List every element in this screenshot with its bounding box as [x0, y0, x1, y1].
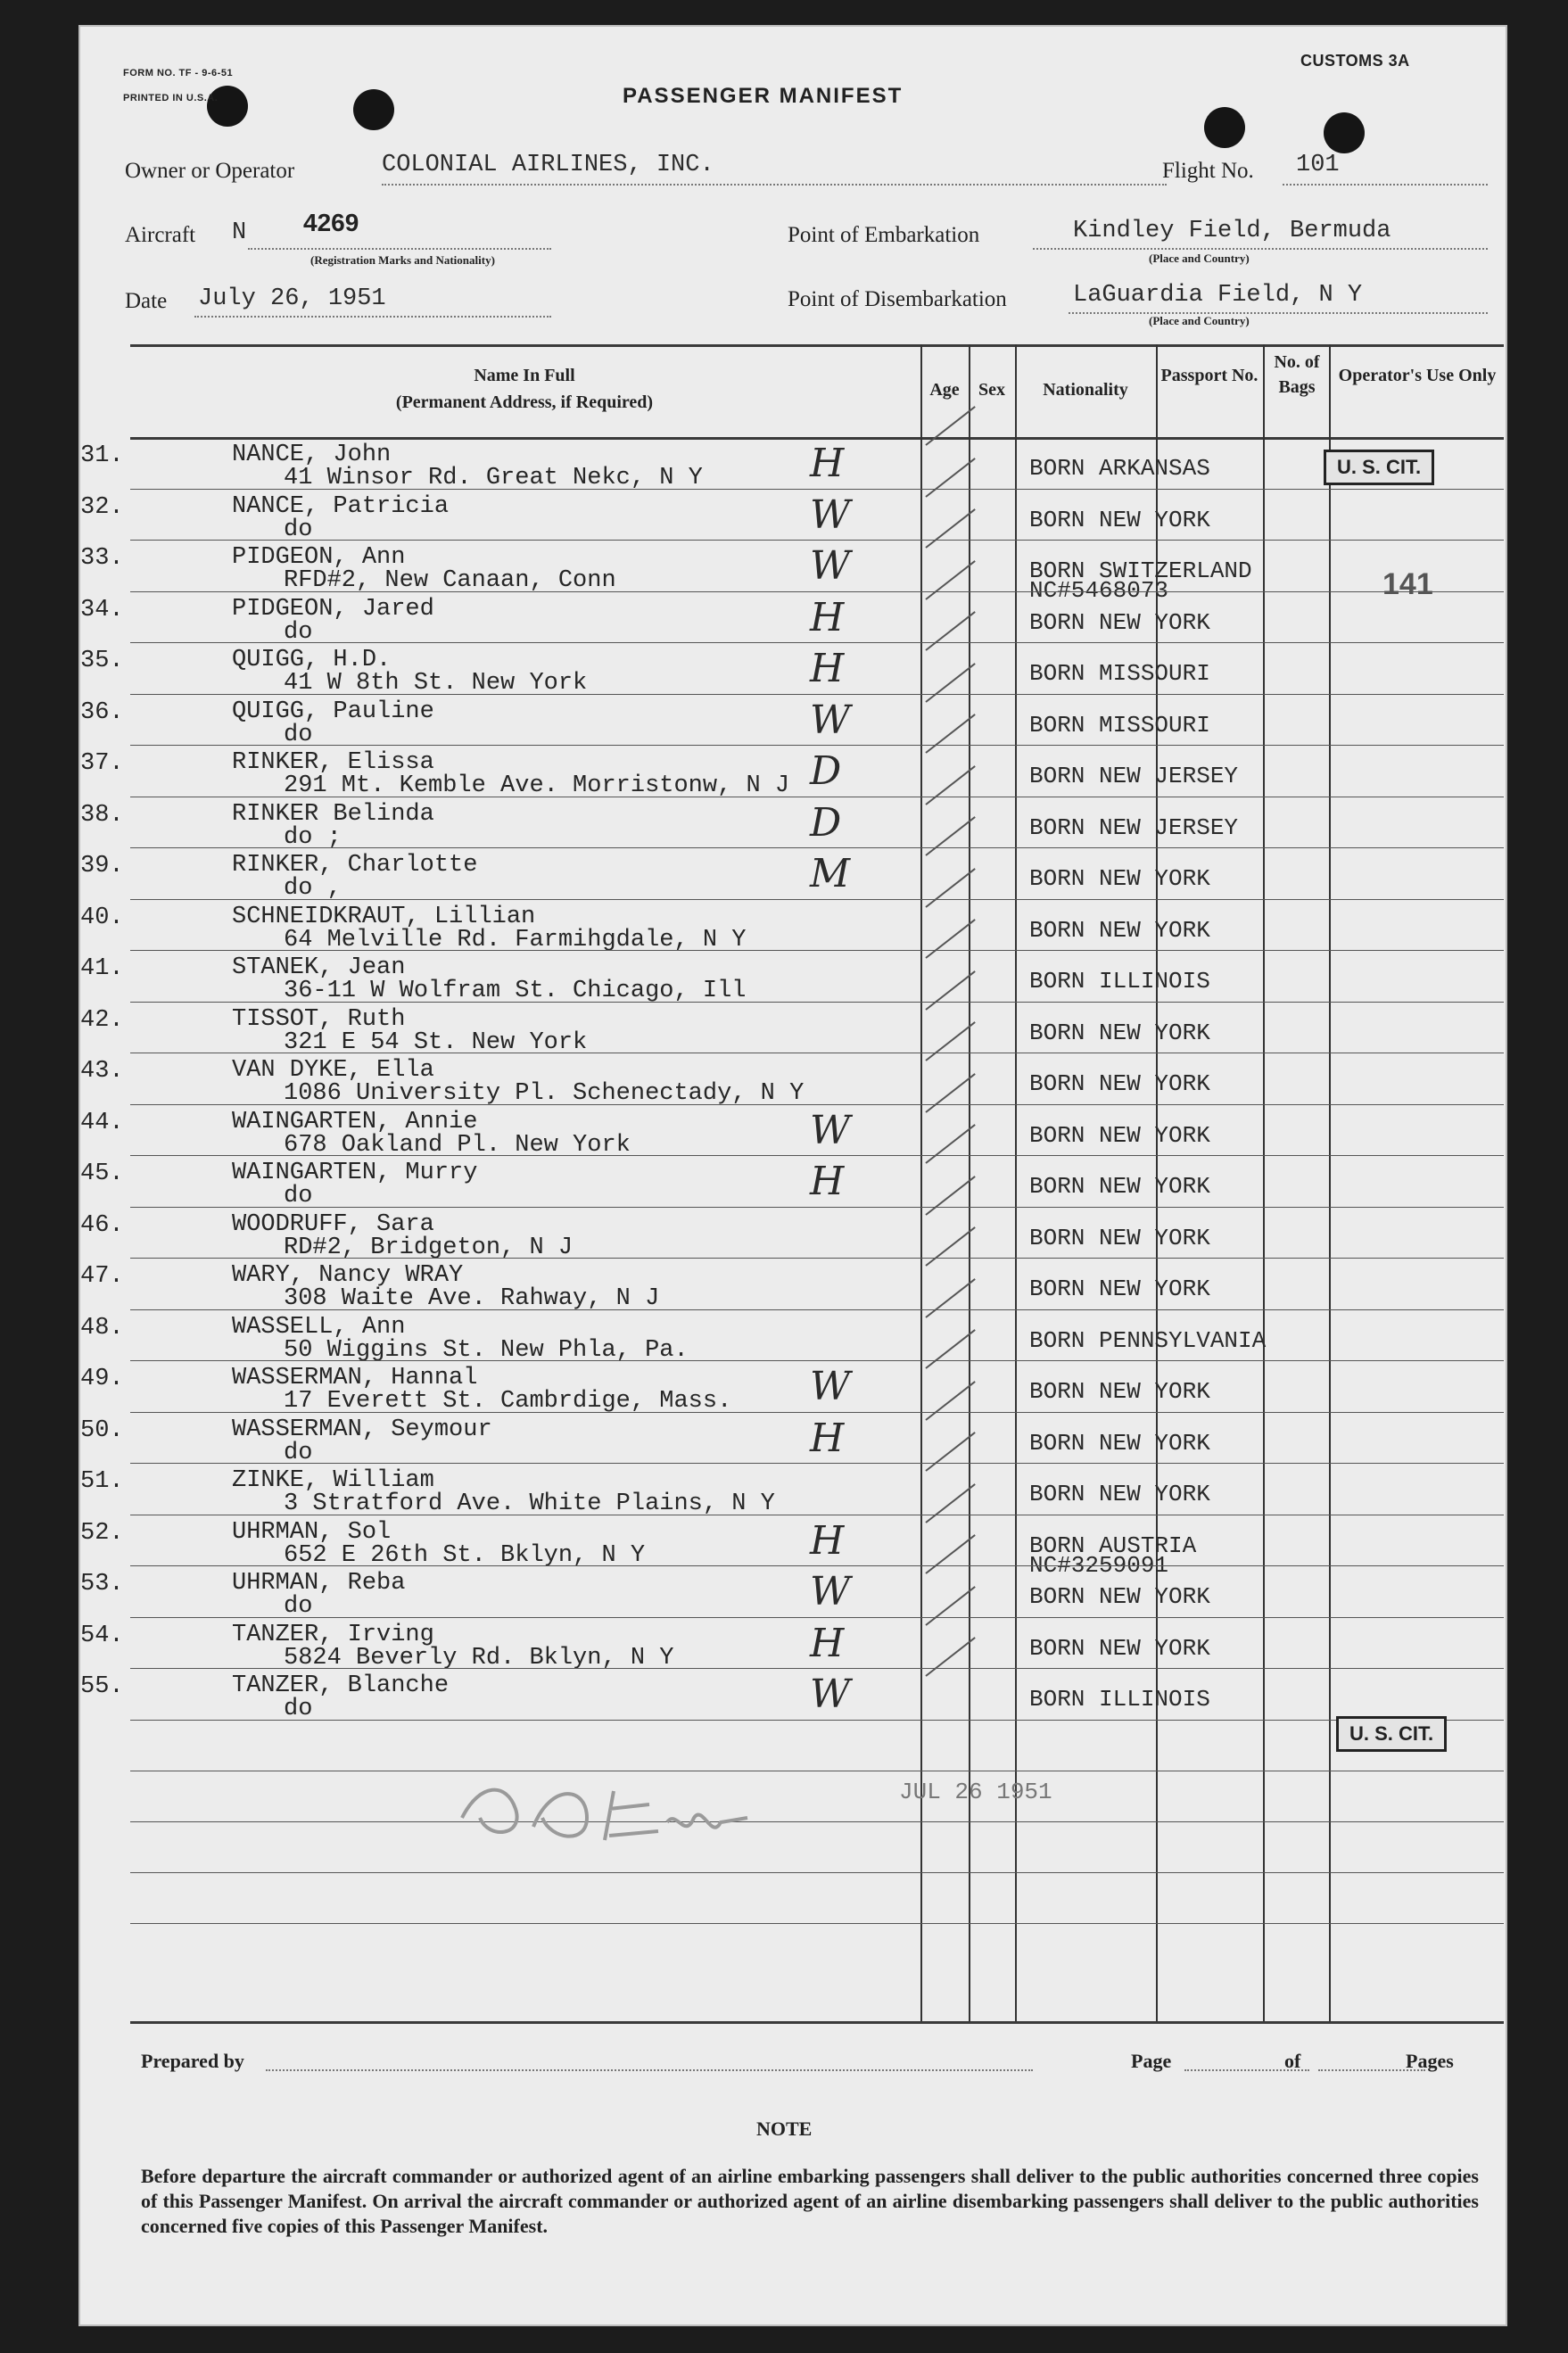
passenger-address: 17 Everett St. Cambrdige, Mass.	[284, 1388, 732, 1415]
passenger-name: WASSELL, Ann	[232, 1313, 406, 1341]
row-divider	[130, 540, 1504, 541]
row-number: 53.	[80, 1571, 124, 1598]
passenger-address: 3 Stratford Ave. White Plains, N Y	[284, 1490, 775, 1517]
embark-value: Kindley Field, Bermuda	[1073, 218, 1391, 244]
passenger-address: 678 Oakland Pl. New York	[284, 1131, 631, 1159]
sex-mark: W	[810, 697, 851, 743]
row-number: 40.	[80, 904, 124, 931]
passenger-nationality: BORN NEW YORK	[1029, 1634, 1210, 1662]
sex-mark: W	[810, 1569, 851, 1614]
row-number: 37.	[80, 750, 124, 777]
row-number: 46.	[80, 1211, 124, 1239]
row-divider	[130, 1155, 1504, 1156]
passenger-nationality: BORN NEW YORK	[1029, 506, 1210, 533]
row-number: 43.	[80, 1058, 124, 1085]
passenger-name: WAINGARTEN, Annie	[232, 1108, 478, 1135]
passenger-address: 1086 University Pl. Schenectady, N Y	[284, 1080, 805, 1107]
sex-mark: H	[810, 1517, 845, 1564]
passenger-nationality: BORN NEW YORK	[1029, 1070, 1210, 1097]
row-divider	[130, 1412, 1504, 1413]
row-divider	[130, 1668, 1504, 1669]
passenger-name: NANCE, Patricia	[232, 492, 450, 520]
embark-sub: (Place and Country)	[1149, 252, 1250, 265]
of-label: of	[1284, 2050, 1301, 2072]
passenger-address: 308 Waite Ave. Rahway, N J	[284, 1285, 660, 1312]
row-number: 45.	[80, 1160, 124, 1187]
embark-label: Point of Embarkation	[788, 223, 980, 247]
sex-mark: H	[810, 441, 845, 486]
passenger-name: SCHNEIDKRAUT, Lillian	[232, 903, 536, 930]
passenger-nationality: BORN NEW YORK	[1029, 1224, 1210, 1251]
row-number: 35.	[80, 648, 124, 674]
owner-label: Owner or Operator	[125, 159, 295, 183]
row-divider	[130, 1360, 1504, 1361]
pages-label: Pages	[1406, 2050, 1454, 2072]
passenger-name: RINKER, Elissa	[232, 749, 434, 776]
row-divider	[130, 1104, 1504, 1105]
passenger-address: 50 Wiggins St. New Phla, Pa.	[284, 1336, 689, 1364]
passenger-nationality: BORN NEW JERSEY	[1029, 813, 1239, 841]
passenger-nationality: BORN MISSOURI	[1029, 711, 1210, 739]
passenger-name: QUIGG, Pauline	[232, 698, 434, 725]
sex-mark: W	[810, 1672, 851, 1717]
row-number: 34.	[80, 596, 124, 623]
passenger-name: STANEK, Jean	[232, 954, 406, 981]
row-number: 39.	[80, 853, 124, 879]
passenger-name: PIDGEON, Jared	[232, 595, 434, 623]
passenger-address: RD#2, Bridgeton, N J	[284, 1234, 574, 1261]
passenger-address: do	[284, 1593, 313, 1620]
passenger-name: UHRMAN, Sol	[232, 1518, 392, 1546]
sex-mark: W	[810, 1364, 851, 1409]
us-citizen-stamp: U. S. CIT.	[1324, 450, 1434, 485]
row-divider	[130, 950, 1504, 951]
prepared-by-label: Prepared by	[141, 2050, 244, 2072]
passenger-name: WAINGARTEN, Murry	[232, 1160, 478, 1186]
row-number: 52.	[80, 1519, 124, 1547]
passenger-nationality: BORN NEW YORK	[1029, 1121, 1210, 1149]
col-age: Age	[929, 380, 960, 400]
passenger-address: 64 Melville Rd. Farmihgdale, N Y	[284, 926, 747, 954]
manifest-sheet	[78, 25, 1507, 2326]
date-value: July 26, 1951	[198, 285, 386, 312]
owner-value: COLONIAL AIRLINES, INC.	[382, 152, 714, 178]
passenger-nationality: BORN MISSOURI	[1029, 660, 1210, 687]
row-divider	[130, 1872, 1504, 1873]
passenger-nationality: BORN NEW YORK	[1029, 1429, 1210, 1457]
signature	[453, 1755, 756, 1854]
passenger-name: TISSOT, Ruth	[232, 1005, 406, 1033]
passenger-address: 41 W 8th St. New York	[284, 670, 588, 697]
passenger-address: 291 Mt. Kemble Ave. Morristonw, N J	[284, 772, 790, 799]
row-divider	[130, 1207, 1504, 1208]
passenger-address: do ,	[284, 875, 342, 902]
flight-value: 101	[1296, 152, 1340, 178]
aircraft-prefix: N	[232, 219, 247, 246]
passport-number: NC#3259091	[1029, 1551, 1169, 1579]
row-divider	[130, 1720, 1504, 1721]
date-label: Date	[125, 289, 168, 313]
passenger-nationality: BORN ILLINOIS	[1029, 968, 1210, 995]
row-divider	[130, 1565, 1504, 1566]
passenger-nationality: BORN NEW YORK	[1029, 1173, 1210, 1200]
row-divider	[130, 1309, 1504, 1310]
passenger-name: UHRMAN, Reba	[232, 1570, 406, 1597]
sex-mark: H	[810, 646, 845, 691]
passenger-nationality: BORN NEW YORK	[1029, 1378, 1210, 1405]
row-divider	[130, 745, 1504, 746]
row-number: 33.	[80, 545, 124, 572]
row-divider	[130, 591, 1504, 592]
passenger-name: WASSERMAN, Hannal	[232, 1365, 478, 1391]
passenger-nationality: BORN SWITZERLAND	[1029, 557, 1252, 584]
customs-form: CUSTOMS 3A	[1300, 52, 1410, 70]
row-divider	[130, 489, 1504, 490]
passenger-name: RINKER, Charlotte	[232, 852, 478, 879]
row-divider	[130, 847, 1504, 848]
passenger-name: TANZER, Blanche	[232, 1672, 450, 1699]
col-passport: Passport No.	[1160, 366, 1259, 385]
note-title: NOTE	[756, 2118, 813, 2140]
row-number: 49.	[80, 1366, 124, 1392]
passenger-nationality: BORN ARKANSAS	[1029, 455, 1210, 482]
row-number: 50.	[80, 1416, 124, 1444]
passenger-address: RFD#2, New Canaan, Conn	[284, 567, 616, 594]
passenger-nationality: BORN NEW JERSEY	[1029, 763, 1239, 789]
punch-hole	[1204, 107, 1245, 148]
disembark-sub: (Place and Country)	[1149, 314, 1250, 327]
passenger-nationality: BORN NEW YORK	[1029, 916, 1210, 944]
passenger-address: 652 E 26th St. Bklyn, N Y	[284, 1541, 646, 1569]
passenger-nationality: BORN PENNSYLVANIA	[1029, 1326, 1267, 1354]
passenger-name: RINKER Belinda	[232, 800, 434, 828]
row-number: 55.	[80, 1673, 124, 1700]
form-number: FORM NO. TF - 9-6-51	[123, 68, 234, 78]
page-title: PASSENGER MANIFEST	[623, 84, 904, 108]
col-bags: No. of Bags	[1274, 352, 1320, 397]
aircraft-label: Aircraft	[125, 223, 196, 247]
passenger-address: do ;	[284, 823, 342, 851]
sex-mark: D	[810, 799, 842, 846]
printed-in: PRINTED IN U.S.A.	[123, 93, 219, 103]
row-divider	[130, 1463, 1504, 1464]
sex-mark: H	[810, 1159, 845, 1204]
flight-label: Flight No.	[1162, 159, 1254, 183]
passenger-address: 321 E 54 St. New York	[284, 1028, 588, 1056]
passenger-address: do	[284, 1696, 313, 1722]
col-name-sub: (Permanent Address, if Required)	[395, 392, 654, 412]
punch-hole	[1324, 112, 1365, 153]
col-operator: Operator's Use Only	[1338, 366, 1497, 385]
row-number: 32.	[80, 493, 124, 521]
row-divider	[130, 1617, 1504, 1618]
row-divider	[130, 1923, 1504, 1924]
passenger-nationality: BORN NEW YORK	[1029, 1276, 1210, 1302]
bags-total: 141	[1382, 567, 1433, 601]
note-text: Before departure the aircraft commander or authorized agent of an airline embarking passengers shall deliver to the public authorities concerned three copies of this Passenger Manifest. On arrival the aircraft commander or authorized agent of an airline disembarking passengers shall deliver to the public authorities concerned five copies of this Passenger Manifest.	[141, 2165, 1479, 2237]
passenger-name: WASSERMAN, Seymour	[232, 1416, 492, 1443]
passenger-name: QUIGG, H.D.	[232, 647, 392, 673]
row-divider	[130, 1002, 1504, 1003]
punch-hole	[353, 89, 394, 130]
passenger-nationality: BORN ILLINOIS	[1029, 1686, 1210, 1713]
passenger-name: VAN DYKE, Ella	[232, 1057, 434, 1084]
row-number: 48.	[80, 1314, 124, 1342]
row-divider	[130, 1821, 1504, 1822]
sex-mark: W	[810, 1107, 851, 1153]
row-number: 54.	[80, 1622, 124, 1649]
sex-mark: H	[810, 1415, 845, 1461]
aircraft-sub: (Registration Marks and Nationality)	[310, 253, 495, 267]
passenger-address: do	[284, 1439, 313, 1466]
passenger-nationality: BORN AUSTRIA	[1029, 1532, 1197, 1559]
passenger-nationality: BORN NEW YORK	[1029, 1019, 1210, 1046]
table-bottom	[130, 2021, 1504, 2024]
row-number: 38.	[80, 801, 124, 829]
passport-number: NC#5468073	[1029, 577, 1169, 604]
passenger-name: WOODRUFF, Sara	[232, 1210, 434, 1238]
col-sex: Sex	[978, 380, 1005, 400]
passenger-nationality: BORN NEW YORK	[1029, 865, 1210, 892]
row-divider	[130, 642, 1504, 643]
passenger-address: 5824 Beverly Rd. Bklyn, N Y	[284, 1644, 674, 1672]
sex-mark: W	[810, 543, 851, 589]
page-label: Page	[1131, 2050, 1172, 2072]
punch-hole	[207, 86, 248, 127]
row-number: 51.	[80, 1468, 124, 1495]
row-divider	[130, 899, 1504, 900]
sex-mark: D	[810, 748, 842, 794]
passenger-address: do	[284, 1183, 313, 1210]
aircraft-value: 4269	[303, 209, 359, 236]
disembark-value: LaGuardia Field, N Y	[1073, 282, 1363, 309]
passenger-address: do	[284, 721, 313, 748]
row-divider	[130, 1258, 1504, 1259]
us-citizen-stamp: U. S. CIT.	[1336, 1716, 1447, 1752]
passenger-address: 36-11 W Wolfram St. Chicago, Ill	[284, 978, 747, 1004]
row-number: 47.	[80, 1263, 124, 1290]
passenger-nationality: BORN NEW YORK	[1029, 1481, 1210, 1507]
passenger-address: do	[284, 618, 313, 646]
passenger-address: 41 Winsor Rd. Great Nekc, N Y	[284, 465, 703, 491]
col-nationality: Nationality	[1043, 380, 1128, 400]
row-number: 31.	[80, 442, 124, 469]
passenger-address: do	[284, 516, 313, 543]
sex-mark: M	[810, 851, 851, 896]
row-number: 42.	[80, 1006, 124, 1034]
passenger-name: NANCE, John	[232, 442, 392, 468]
row-number: 36.	[80, 698, 124, 726]
date-stamp: JUL 26 1951	[899, 1779, 1052, 1805]
passenger-name: TANZER, Irving	[232, 1621, 434, 1648]
passenger-nationality: BORN NEW YORK	[1029, 1583, 1210, 1610]
sex-mark: W	[810, 491, 851, 538]
col-name: Name In Full	[474, 366, 575, 385]
row-divider	[130, 694, 1504, 695]
sex-mark: H	[810, 1620, 845, 1666]
sex-mark: H	[810, 594, 845, 640]
passenger-name: PIDGEON, Ann	[232, 544, 406, 571]
row-number: 41.	[80, 955, 124, 982]
disembark-label: Point of Disembarkation	[788, 287, 1007, 311]
row-number: 44.	[80, 1109, 124, 1136]
passenger-name: WARY, Nancy WRAY	[232, 1262, 464, 1289]
passenger-name: ZINKE, William	[232, 1467, 434, 1494]
passenger-nationality: BORN NEW YORK	[1029, 608, 1210, 636]
